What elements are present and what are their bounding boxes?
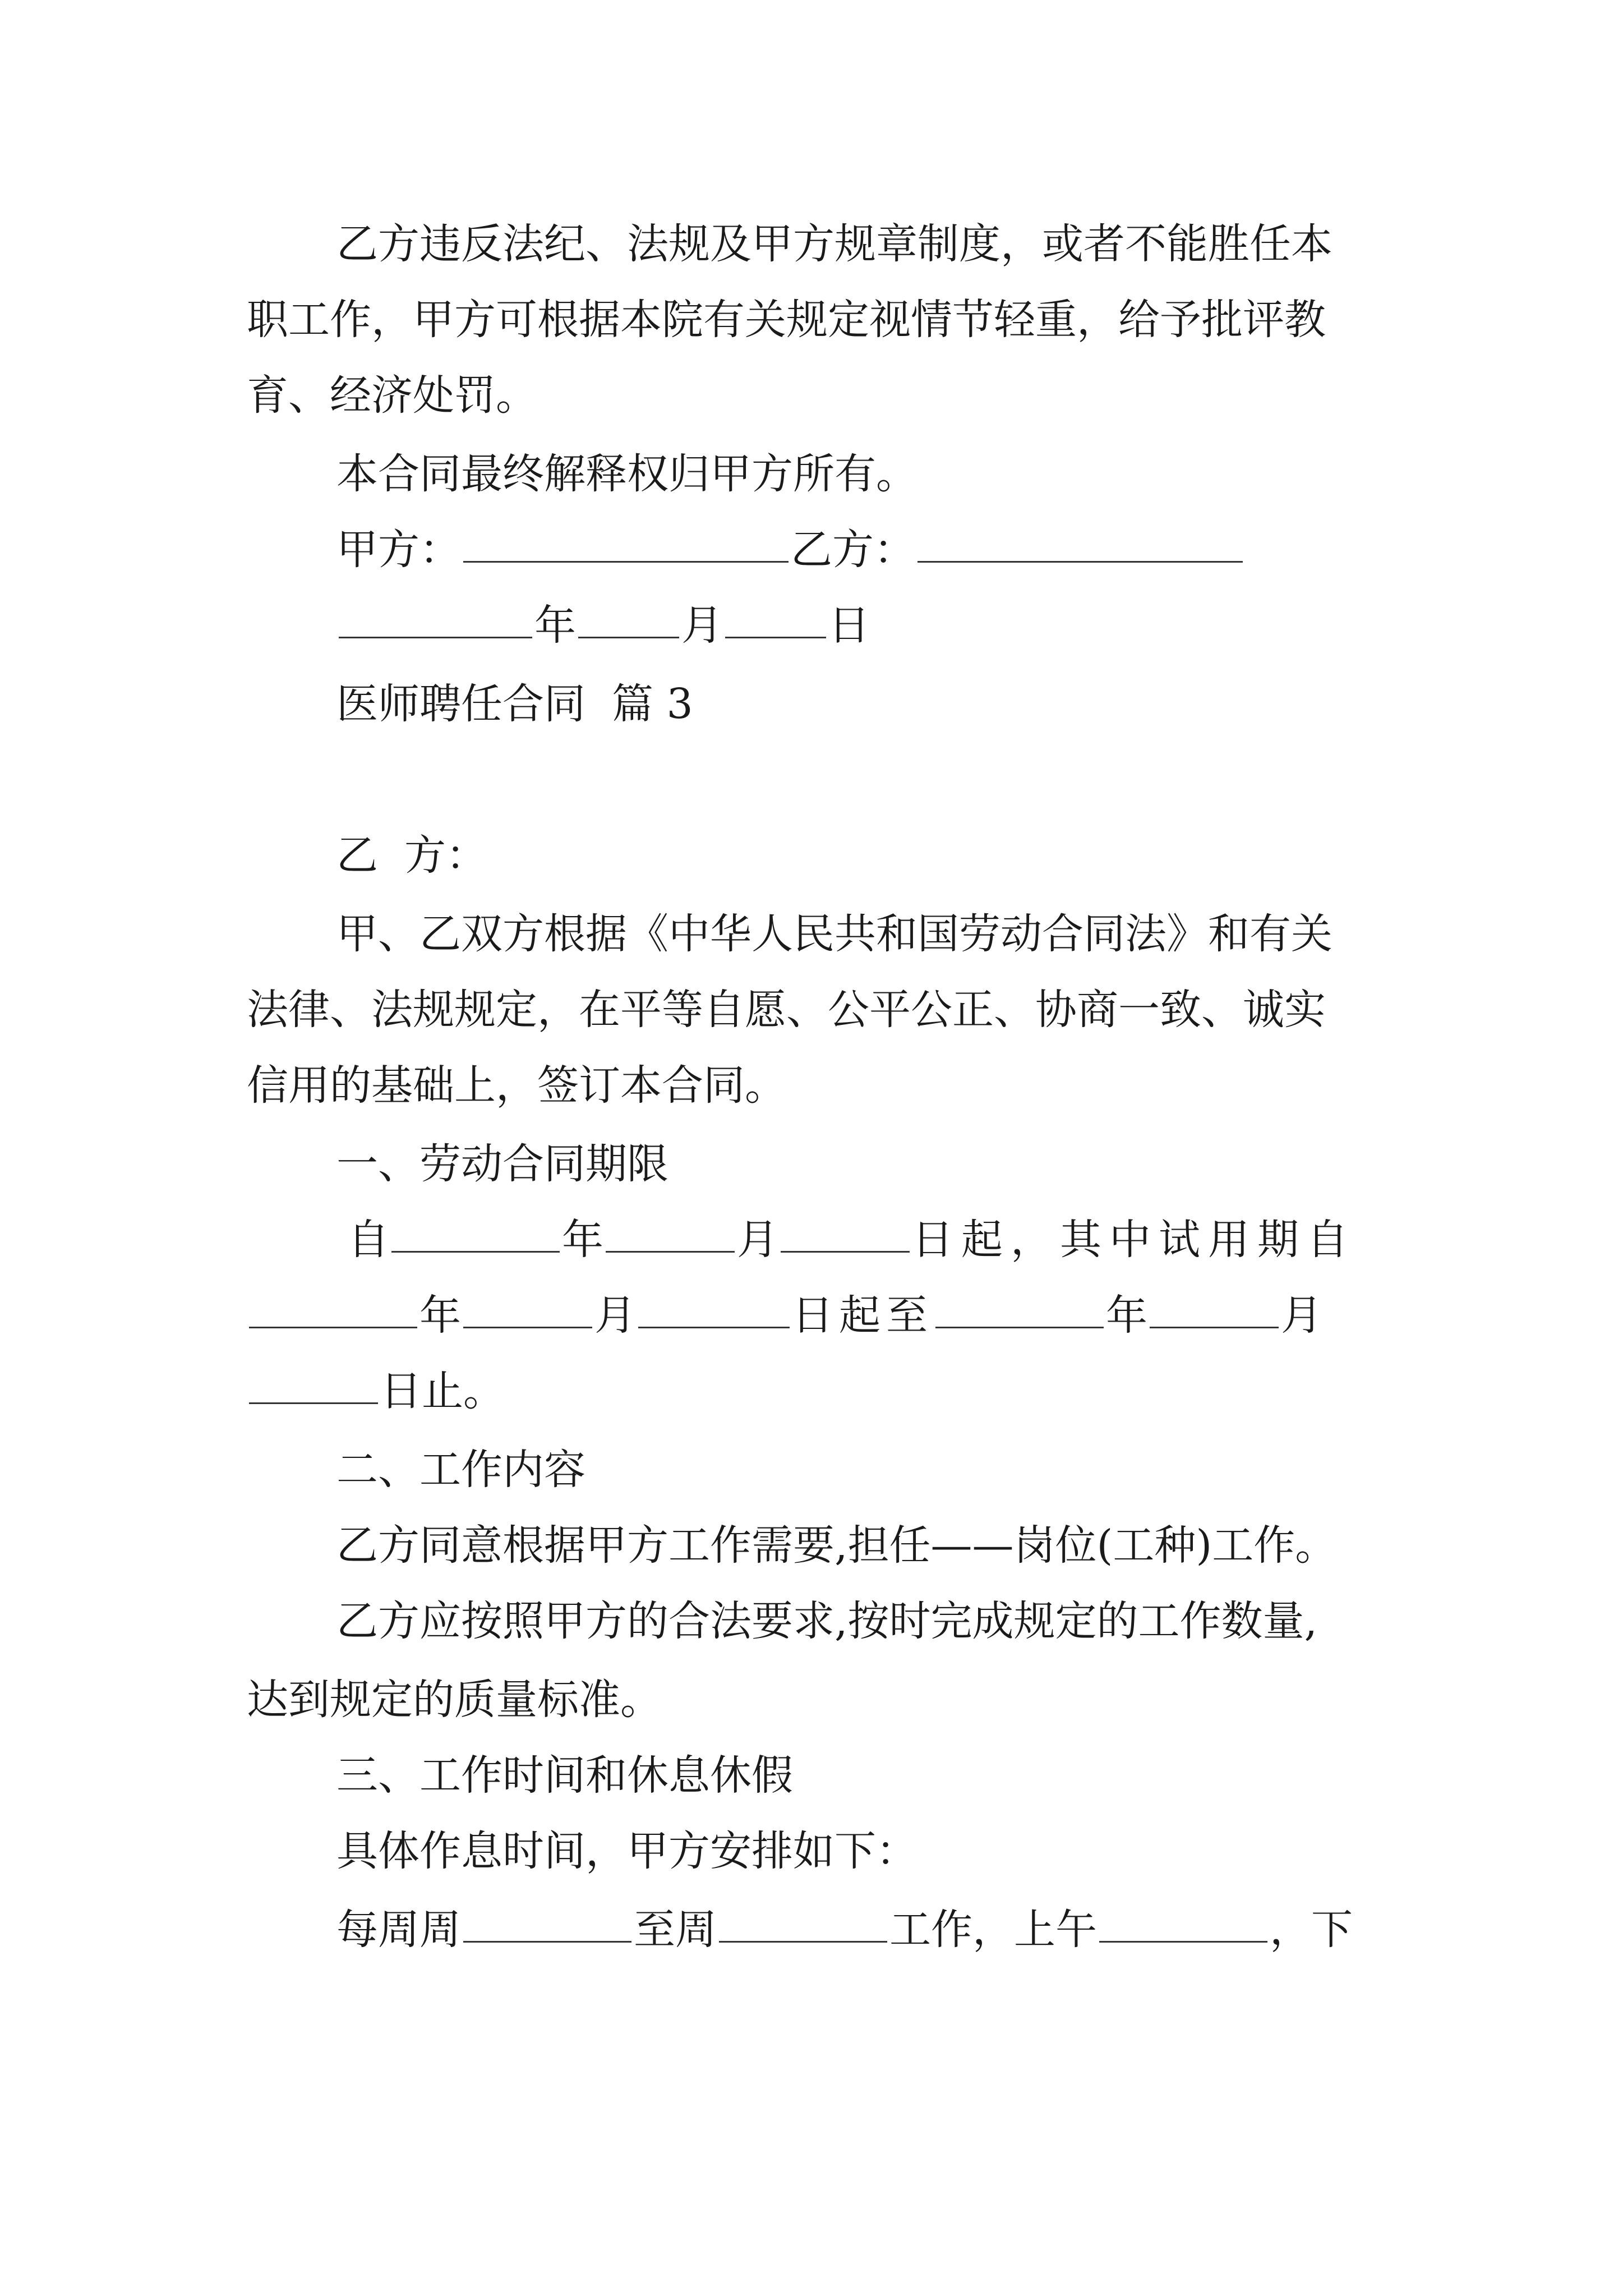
paragraph-line: 达到规定的质量标准。	[247, 1676, 662, 1724]
paragraph-line: 具体作息时间，甲方安排如下：	[336, 1827, 917, 1875]
section-title: 三、工作时间和休息休假	[336, 1751, 793, 1800]
text-month: 月	[737, 1216, 778, 1264]
day-blank	[725, 586, 826, 638]
party-a-line	[336, 740, 1385, 819]
sign-date-line	[336, 586, 1385, 665]
section-title: 一、劳动合同期限	[336, 1140, 668, 1188]
text-year: 年	[562, 1216, 603, 1264]
text-month: 月	[1281, 1291, 1322, 1340]
month-label: 月	[681, 601, 723, 650]
paragraph-line: 甲、乙双方根据《中华人民共和国劳动合同法》和有关	[336, 910, 1332, 958]
term-line-3	[247, 1352, 1385, 1430]
start-year-blank	[391, 1200, 560, 1253]
year-label: 年	[534, 601, 576, 650]
start-month-blank	[606, 1200, 735, 1253]
morning-blank	[1099, 1890, 1267, 1943]
end-year-blank	[935, 1276, 1104, 1328]
text-day-to: 日起至	[792, 1291, 933, 1340]
term-line-2	[247, 1276, 1385, 1355]
start-day-blank	[781, 1200, 910, 1253]
text-day-from: 日起，其中试用期自	[912, 1216, 1356, 1264]
paragraph-line: 职工作，甲方可根据本院有关规定视情节轻重，给予批评教	[247, 296, 1326, 344]
trial-year-blank	[249, 1276, 417, 1328]
signature-line	[336, 510, 1385, 589]
text-to-week: 至周	[634, 1906, 717, 1954]
paragraph-line: 乙方应按照甲方的合法要求,按时完成规定的工作数量,	[336, 1597, 1318, 1645]
section-heading: 医师聘任合同 篇 3	[336, 680, 693, 728]
text-year: 年	[1106, 1291, 1147, 1340]
party-a-sign-label: 甲方：	[336, 526, 461, 574]
text-work-morning: 工作，上午	[889, 1906, 1097, 1954]
paragraph-line: 本合同最终解释权归甲方所有。	[336, 450, 917, 498]
party-a-sign-blank	[463, 510, 789, 563]
trial-day-blank	[638, 1276, 790, 1328]
day-label: 日	[828, 601, 870, 650]
text-month: 月	[594, 1291, 636, 1340]
week-start-blank	[463, 1890, 631, 1943]
paragraph-line: 乙方违反法纪、法规及甲方规章制度，或者不能胜任本	[336, 220, 1332, 268]
paragraph-line: 育、经济处罚。	[247, 371, 537, 420]
text-year: 年	[419, 1291, 461, 1340]
schedule-line-1	[336, 1890, 1385, 1969]
party-b-sign-blank	[917, 510, 1243, 563]
text-afternoon-start: ，下	[1270, 1906, 1353, 1954]
year-blank	[339, 586, 532, 638]
paragraph-line: 法律、法规规定，在平等自愿、公平公正、协商一致、诚实	[247, 986, 1326, 1034]
paragraph-line: 乙方同意根据甲方工作需要,担任——岗位(工种)工作。	[336, 1521, 1337, 1570]
trial-month-blank	[463, 1276, 592, 1328]
week-end-blank	[719, 1890, 887, 1943]
text-from: 自	[348, 1216, 389, 1264]
paragraph-line: 信用的基础上，签订本合同。	[247, 1061, 786, 1110]
schedule-line-2	[247, 1966, 1385, 2045]
month-blank	[578, 586, 679, 638]
end-day-blank	[249, 1352, 378, 1404]
text-end: 日止。	[380, 1367, 505, 1415]
section-title: 二、工作内容	[336, 1446, 585, 1494]
term-line-1	[348, 1200, 1396, 1279]
end-month-blank	[1150, 1276, 1279, 1328]
party-b-sign-label: 乙方：	[791, 526, 915, 574]
text-weekly: 每周周	[336, 1906, 461, 1954]
party-b-line: 乙 方：	[336, 831, 488, 880]
